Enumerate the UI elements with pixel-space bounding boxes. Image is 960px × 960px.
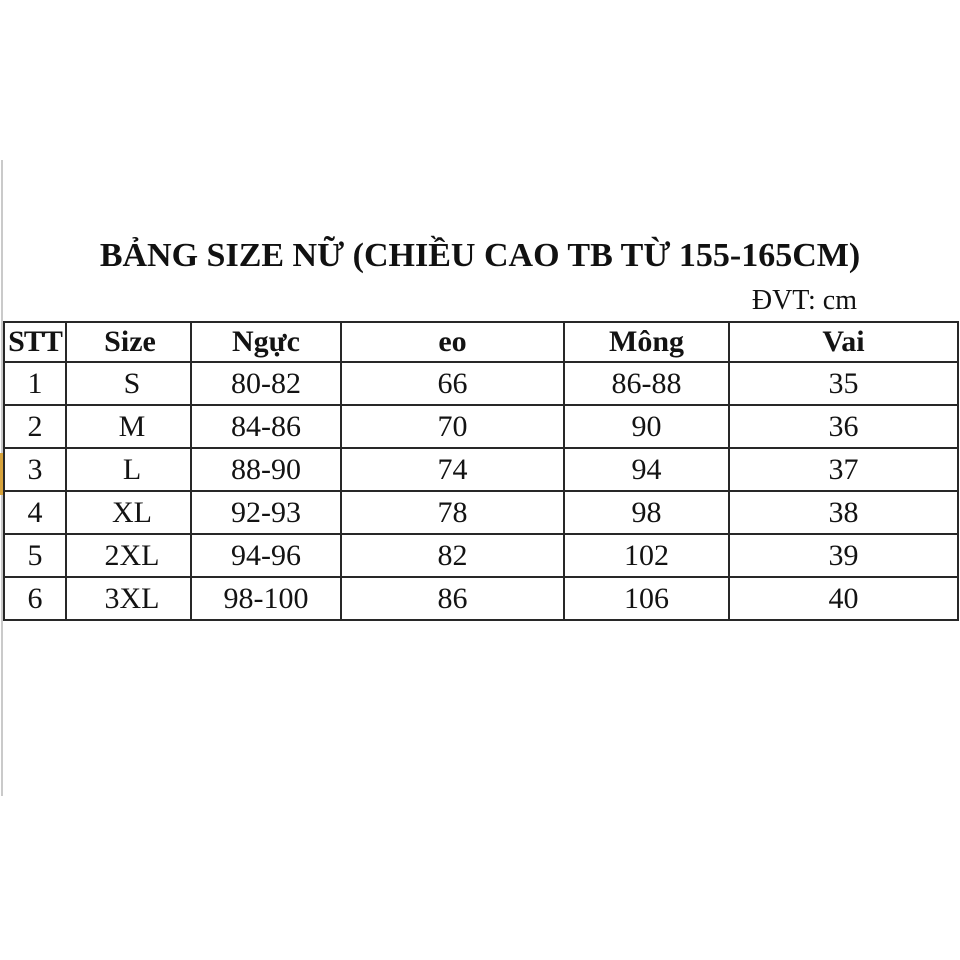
table-cell-mong: 90: [564, 405, 729, 448]
table-cell-vai: 38: [729, 491, 958, 534]
table-cell-size: 2XL: [66, 534, 191, 577]
size-table: [3, 321, 959, 621]
table-cell-nguc: 80-82: [191, 362, 341, 405]
table-cell-eo: 70: [341, 405, 564, 448]
column-header-stt: STT: [4, 322, 66, 362]
table-cell-nguc: 88-90: [191, 448, 341, 491]
table-cell-mong: 94: [564, 448, 729, 491]
table-row: [4, 491, 958, 534]
table-cell-nguc: 98-100: [191, 577, 341, 620]
table-cell-nguc: 84-86: [191, 405, 341, 448]
table-cell-vai: 36: [729, 405, 958, 448]
left-edge-mark: [0, 453, 3, 495]
table-cell-size: M: [66, 405, 191, 448]
table-cell-stt: 4: [4, 491, 66, 534]
table-cell-vai: 39: [729, 534, 958, 577]
unit-label: ĐVT: cm: [751, 285, 857, 316]
table-row: [4, 577, 958, 620]
column-header-eo: eo: [341, 322, 564, 362]
table-cell-stt: 3: [4, 448, 66, 491]
table-cell-size: L: [66, 448, 191, 491]
table-cell-vai: 37: [729, 448, 958, 491]
table-cell-eo: 66: [341, 362, 564, 405]
header-row: [4, 322, 958, 362]
table-row: [4, 362, 958, 405]
column-header-vai: Vai: [729, 322, 958, 362]
table-cell-eo: 86: [341, 577, 564, 620]
table-cell-stt: 1: [4, 362, 66, 405]
column-header-mong: Mông: [564, 322, 729, 362]
table-cell-vai: 40: [729, 577, 958, 620]
table-cell-eo: 78: [341, 491, 564, 534]
table-cell-stt: 5: [4, 534, 66, 577]
table-cell-stt: 6: [4, 577, 66, 620]
column-header-nguc: Ngực: [191, 322, 341, 362]
table-cell-nguc: 94-96: [191, 534, 341, 577]
column-header-size: Size: [66, 322, 191, 362]
table-row: [4, 448, 958, 491]
table-cell-eo: 82: [341, 534, 564, 577]
table-row: [4, 534, 958, 577]
table-cell-size: XL: [66, 491, 191, 534]
table-cell-vai: 35: [729, 362, 958, 405]
table-row: [4, 405, 958, 448]
table-cell-stt: 2: [4, 405, 66, 448]
table-cell-mong: 98: [564, 491, 729, 534]
table-cell-mong: 106: [564, 577, 729, 620]
table-cell-nguc: 92-93: [191, 491, 341, 534]
table-cell-mong: 86-88: [564, 362, 729, 405]
page-title: BẢNG SIZE NỮ (CHIỀU CAO TB TỪ 155-165CM): [99, 237, 861, 274]
table-cell-size: S: [66, 362, 191, 405]
table-cell-size: 3XL: [66, 577, 191, 620]
table-cell-mong: 102: [564, 534, 729, 577]
table-cell-eo: 74: [341, 448, 564, 491]
